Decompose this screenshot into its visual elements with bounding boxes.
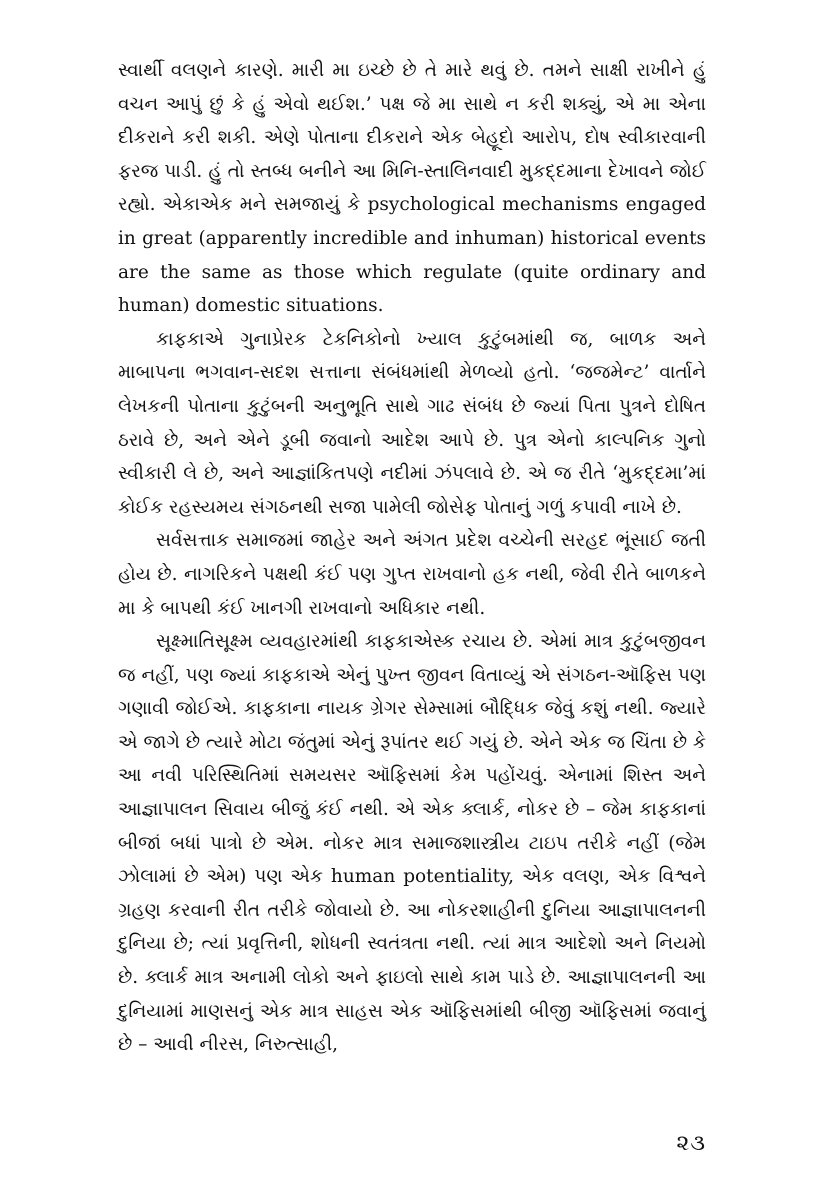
paragraph-bureaucracy: સૂક્ષ્માતિસૂક્ષ્મ વ્યવહારમાંથી કાફકાએસ્ક રચાય છે. એમાં માત્ર કુટુંબજીવન જ નહીં, પણ જ્યાં કાફકાએ એનું પુખ્ત જીવન વિતાવ્યું એ સંગઠન-ઑફિસ પણ ગણાવી જોઈએ. કાફકાના નાયક ગ્રેગર સેમ્સામાં બૌદ્ધિક જેવું કશું નથી. જ્યારે એ જાગે છે ત્યારે મોટા જંતુમાં એનું રૂપાંતર થઈ ગયું છે. એને એક જ ચિંતા છે કે આ નવી પરિસ્થિતિમાં સમયસર ઑફિસમાં કેમ પહોંચવું. એનામાં શિસ્ત અને આજ્ઞાપાલન સિવાય બીજું કંઈ નથી. એ એક ક્લાર્ક, નોકર છે – જેમ કાફકાનાં બીજાં બધાં પાત્રો છે એમ. નોકર માત્ર સમાજશાસ્ત્રીય ટાઇપ તરીકે નહીં (જેમ ઝોલામાં છે એમ) પણ એક human potentiality, એક વલણ, એક વિશ્વને ગ્રહણ કરવાની રીત તરીકે જોવાયો છે. આ નોકરશાહીની દુનિયા આજ્ઞાપાલનની દુનિયા છે; ત્યાં પ્રવૃત્તિની, શોધની સ્વતંત્રતા નથી. ત્યાં માત્ર આદેશો અને નિયમો છે. ક્લાર્ક માત્ર અનામી લોકો અને ફાઇલો સાથે કામ પાડે છે. આજ્ઞાપાલનની આ દુનિયામાં માણસનું એક માત્ર સાહસ એક ઑફિસમાંથી બીજી ઑફિસમાં જવાનું છે – આવી નીરસ, નિરુત્સાહી,: [118, 631, 706, 1056]
body-text: [118, 54, 706, 1062]
paragraph-totalitarian-society: સર્વસત્તાક સમાજમાં જાહેર અને અંગત પ્રદેશ વચ્ચેની સરહદ ભૂંસાઈ જતી હોય છે. નાગરિકને પક્ષથી કંઈ પણ ગુપ્ત રાખવાનો હક નથી, જેવી રીતે બાળકને મા કે બાપથી કંઈ ખાનગી રાખવાનો અધિકાર નથી.: [118, 530, 706, 619]
paragraph-continued: સ્વાર્થી વલણને કારણે. મારી મા ઇચ્છે છે તે મારે થવું છે. તમને સાક્ષી રાખીને હું વચન આપું છું કે હું એવો થઈશ.’ પક્ષ જે મા સાથે ન કરી શક્યું, એ મા એના દીકરાને કરી શકી. એણે પોતાના દીકરાને એક બેહૂદો આરોપ, દોષ સ્વીકારવાની ફરજ પાડી. હું તો સ્તબ્ધ બનીને આ મિનિ-સ્તાલિનવાદી મુકદ્દમાના દેખાવને જોઈ રહ્યો. એકાએક મને સમજાયું કે psychological mechanisms engaged in great (apparently incredible and inhuman) historical events are the same as those which regulate (quite ordinary and human) domestic situations.: [118, 60, 706, 317]
page-number: ૨૩: [676, 1131, 706, 1156]
paragraph-kafka-family: કાફકાએ ગુનાપ્રેરક ટેકનિકોનો ખ્યાલ કુટુંબમાંથી જ, બાળક અને માબાપના ભગવાન-સદશ સત્તાના સંબંધમાંથી મેળવ્યો હતો. ‘જજમેન્ટ’ વાર્તાને લેખકની પોતાના કુટુંબની અનુભૂતિ સાથે ગાઢ સંબંધ છે જ્યાં પિતા પુત્રને દોષિત ઠરાવે છે, અને એને ડૂબી જવાનો આદેશ આપે છે. પુત્ર એનો કાલ્પનિક ગુનો સ્વીકારી લે છે, અને આજ્ઞાંકિતપણે નદીમાં ઝંપલાવે છે. એ જ રીતે ‘મુકદ્દમા’માં કોઈક રહસ્યમય સંગઠનથી સજા પામેલી જોસેફ પોતાનું ગળું કપાવી નાખે છે.: [118, 328, 706, 518]
